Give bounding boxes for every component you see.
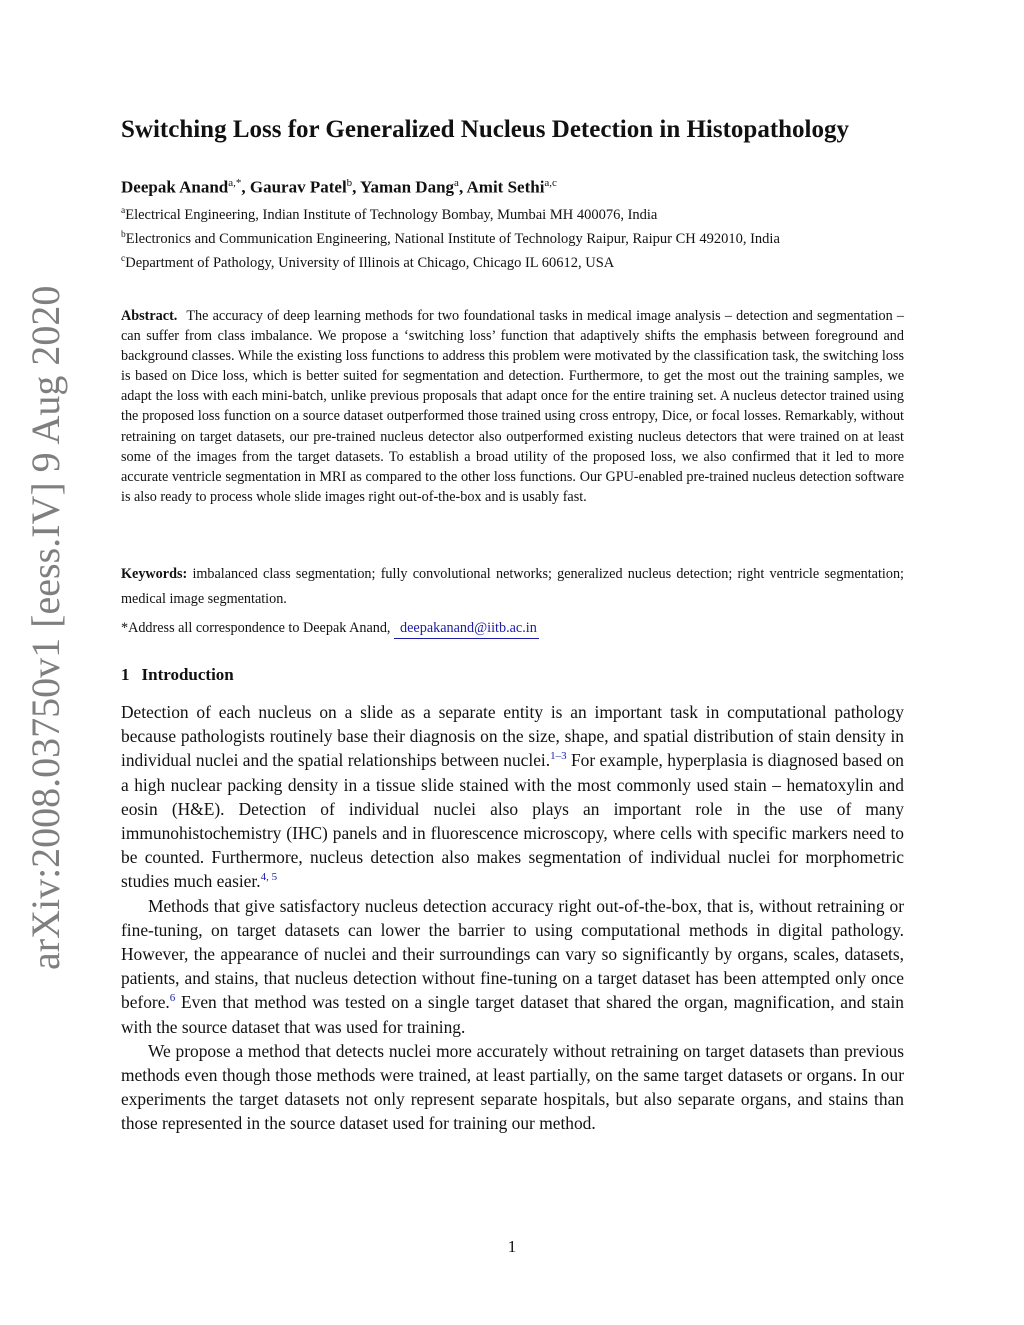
email-link[interactable]: deepakanand@iitb.ac.in [394,620,539,639]
paragraph [121,700,904,894]
body-text [121,700,904,1136]
section-heading [121,665,234,685]
correspondence-text: *Address all correspondence to Deepak Anand, [121,620,391,636]
section-number: 1 [121,665,130,684]
keywords-label: Keywords: [121,566,188,582]
abstract-text: The accuracy of deep learning methods for two foundational tasks in medical image analysis – detection and segmentation – can suffer from class imbalance. We propose a ‘switching loss’ function that adaptively shifts the emphasis between foreground and background classes. While the existing loss functions to address this problem were motivated by the classification task, the switching loss is based on Dice loss, which is better suited for segmentation and detection. Furthermore, to get the most out the training samples, we adapt the loss with each mini-batch, unlike previous proposals that adapt once for the entire training set. A nucleus detector trained using the proposed loss function on a source dataset outperformed those trained using cross entropy, Dice, or focal losses. Remarkably, without retraining on target datasets, our pre-trained nucleus detector also outperformed existing nucleus detectors that were trained on at least some of the images from the target datasets. To establish a broad utility of the proposed loss, we also confirmed that it led to more accurate ventricle segmentation in MRI as compared to the other loss functions. Our GPU-enabled pre-trained nucleus detection software is also ready to process whole slide images right out-of-the-box and is usably fast. [121,308,904,505]
abstract [121,306,904,507]
affiliation-key: b [121,229,126,240]
paragraph-text: For example, hyperplasia is diagnosed based on a high nuclear packing density in a tissue slide stained with the most commonly used stain – hematoxylin and eosin (H&E). Detection of individual nuclei also plays an important role in the use of many immunohistochemistry (IHC) panels and in fluorescence microscopy, where cells with specific markers need to be counted. Furthermore, nucleus detection also makes segmentation of individual nuclei for morphometric studies much easier. [121,750,904,892]
affiliations [121,201,780,272]
affiliation-line [121,225,780,249]
paragraph-text: Detection of each nucleus on a slide as a separate entity is an important task in computational pathology because pathologists routinely base their diagnosis on the size, shape, and spatial distribution of stain density in individual nuclei and the spatial relationships between nuclei. [121,702,904,771]
paragraph [121,1039,904,1136]
author-name: Yaman Dang [360,177,455,197]
affiliation-text: Electronics and Communication Engineering, National Institute of Technology Raipur, Raipur CH 492010, India [125,230,780,247]
affiliation-line [121,249,780,273]
author-affiliation-mark: a,* [228,177,242,189]
citation-link[interactable]: 6 [169,992,176,1005]
citation-link[interactable]: 4, 5 [260,871,278,884]
section-title: Introduction [141,665,234,684]
abstract-label: Abstract. [121,308,178,324]
author-affiliation-mark: a [454,177,459,189]
paragraph-text: Even that method was tested on a single target dataset that shared the organ, magnification, and stain with the source dataset that was used for training. [121,992,904,1037]
author-affiliation-mark: a,c [544,177,557,189]
paper-title: Switching Loss for Generalized Nucleus Detection in Histopathology [121,116,850,143]
affiliation-key: c [121,253,126,264]
paragraph-text: We propose a method that detects nuclei more accurately without retraining on target datasets than previous methods even though those methods were trained, at least partially, on the same target datasets or organs. In our experiments the target datasets not only represent separate hospitals, but also separate organs, and stains than those represented in the source dataset used for training our method. [121,1040,904,1134]
author-list: Deepak Anand$^{a,*}$, Gaurav Patel$^b$, Yaman Dang$^a$, Amit Sethi$^{a,c}$ [121,177,557,197]
keywords-text: imbalanced class segmentation; fully convolutional networks; generalized nucleus detection; right ventricle segmentation; medical image segmentation. [121,566,904,607]
author-name: Amit Sethi [466,177,545,197]
affiliation-text: Department of Pathology, University of Illinois at Chicago, Chicago IL 60612, USA [125,254,615,271]
author-name: Gaurav Patel [249,177,347,197]
author-affiliation-mark: b [346,177,353,189]
citation-link[interactable]: 1–3 [550,750,567,763]
correspondence [121,620,539,637]
paragraph [121,894,904,1039]
keywords [121,562,904,612]
arxiv-stamp: arXiv:2008.03750v1 [eess.IV] 9 Aug 2020 [23,285,68,970]
author-name: Deepak Anand [121,177,229,197]
affiliation-key: a [121,206,126,216]
affiliation-text: Electrical Engineering, Indian Institute of Technology Bombay, Mumbai MH 400076, India [125,206,658,223]
page-number: 1 [507,1237,517,1256]
paragraph-text: Methods that give satisfactory nucleus detection accuracy right out-of-the-box, that is, without retraining or fine-tuning, on target datasets can lower the barrier to using computational methods in digital pathology. However, the appearance of nuclei and their surroundings can vary so significantly by organs, scales, datasets, patients, and stains, that nucleus detection without fine-tuning on a target dataset has been attempted only once before. [121,895,904,1013]
affiliation-line [121,201,780,225]
